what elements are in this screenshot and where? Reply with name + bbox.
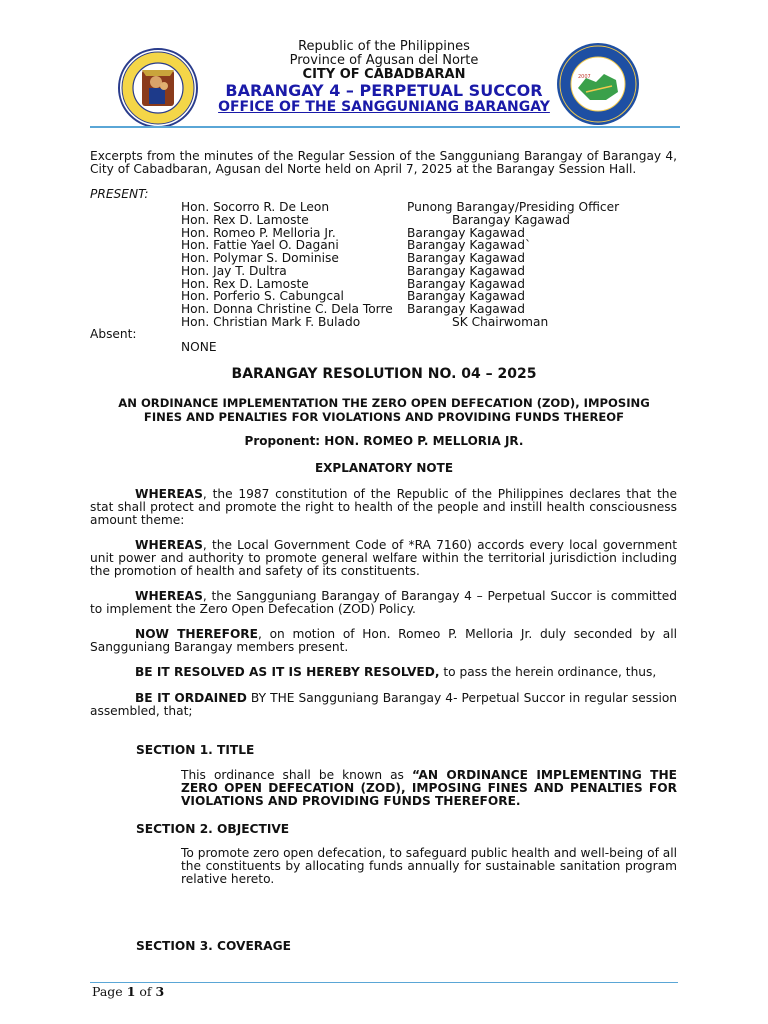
whereas-clause-2 [90, 539, 677, 578]
page-total: 3 [155, 984, 165, 999]
absent-value: NONE [181, 340, 217, 354]
page-number [92, 984, 164, 999]
ordained-text: BY THE Sangguniang Barangay 4- Perpetual Succor in regular session assembled, that; [90, 691, 678, 718]
present-label: PRESENT: [90, 187, 149, 201]
section-1-bold-title: “AN ORDINANCE IMPLEMENTING THE ZERO OPEN DEFECATION (ZOD), IMPOSING FINES AND PENALTIES FOR VIOLATIONS AND PROVIDING FUNDS THEREFORE. [181, 768, 677, 808]
whereas-lead: WHEREAS [135, 589, 203, 603]
whereas-text: , the Sangguniang Barangay of Barangay 4 – Perpetual Succor is committed to implement the Zero Open Defecation (ZOD) Policy. [90, 589, 677, 616]
present-title: Barangay Kagawad [407, 277, 525, 291]
resolved-lead: BE IT RESOLVED AS IT IS HEREBY RESOLVED, [135, 665, 440, 679]
section-1-body [181, 769, 677, 808]
resolved-text: to pass the herein ordinance, thus, [439, 665, 657, 679]
present-title: Barangay Kagawad [407, 226, 525, 240]
header-city: CITY OF CABADBARAN [302, 67, 466, 82]
present-name: Hon. Porferio S. Cabungcal [181, 289, 344, 303]
present-name: Hon. Romeo P. Melloria Jr. [181, 226, 336, 240]
header-barangay: BARANGAY 4 – PERPETUAL SUCCOR [225, 81, 543, 100]
section-1-text: This ordinance shall be known as [181, 768, 412, 782]
now-therefore-lead: NOW THEREFORE [135, 627, 259, 641]
whereas-lead: WHEREAS [135, 487, 203, 501]
present-name: Hon. Rex D. Lamoste [181, 213, 309, 227]
header-office: OFFICE OF THE SANGGUNIANG BARANGAY [218, 99, 550, 115]
present-name: Hon. Jay T. Dultra [181, 264, 287, 278]
present-title: Barangay Kagawad` [407, 238, 532, 252]
present-name: Hon. Donna Christine C. Dela Torre [181, 302, 393, 316]
section-3-heading: SECTION 3. COVERAGE [136, 939, 291, 953]
present-name: Hon. Socorro R. De Leon [181, 200, 330, 214]
whereas-clause-3 [90, 590, 677, 616]
present-title: Punong Barangay/Presiding Officer [407, 200, 620, 214]
header-province: Province of Agusan del Norte [289, 53, 479, 68]
present-name: Hon. Christian Mark F. Bulado [181, 315, 361, 329]
explanatory-note-heading: EXPLANATORY NOTE [314, 461, 454, 475]
now-therefore-clause [90, 628, 677, 654]
whereas-clause-1 [90, 488, 677, 527]
whereas-text: , the Local Government Code of *RA 7160) accords every local government unit power and authority to promote general welfare within the territorial jurisdiction including the promotion of health and safety of its constituents. [90, 538, 677, 578]
page-current: 1 [126, 984, 136, 999]
present-title: Barangay Kagawad [407, 264, 525, 278]
page-of-word: of [139, 984, 152, 999]
present-title: Barangay Kagawad [407, 302, 525, 316]
proponent: Proponent: HON. ROMEO P. MELLORIA JR. [244, 434, 524, 448]
resolved-clause [90, 666, 677, 679]
section-2-body: To promote zero open defecation, to safeguard public health and well-being of all the constituents by allocating funds annually for sustainable sanitation program relative hereto. [181, 846, 677, 886]
header-republic: Republic of the Philippines [298, 39, 470, 54]
ordinance-title-line2: FINES AND PENALTIES FOR VIOLATIONS AND PROVIDING FUNDS THEREOF [143, 410, 625, 424]
ordained-clause [90, 692, 677, 718]
present-title: Barangay Kagawad [407, 251, 525, 265]
header-rule [90, 126, 680, 128]
present-name: Hon. Polymar S. Dominise [181, 251, 339, 265]
footer-rule [90, 982, 678, 983]
present-title: Barangay Kagawad [407, 289, 525, 303]
present-title: Barangay Kagawad [452, 213, 570, 227]
present-name: Hon. Rex D. Lamoste [181, 277, 309, 291]
present-title: SK Chairwoman [452, 315, 549, 329]
absent-label: Absent: [90, 327, 137, 341]
resolution-title: BARANGAY RESOLUTION NO. 04 – 2025 [231, 366, 537, 382]
seal-year-text: 2007 [578, 74, 591, 80]
ordained-lead: BE IT ORDAINED [135, 691, 247, 705]
page-word: Page [92, 984, 123, 999]
whereas-lead: WHEREAS [135, 538, 203, 552]
now-therefore-text: , on motion of Hon. Romeo P. Melloria Jr. duly seconded by all Sangguniang Barangay members present. [90, 627, 677, 654]
section-2-heading: SECTION 2. OBJECTIVE [136, 822, 290, 836]
ordinance-title-line1: AN ORDINANCE IMPLEMENTATION THE ZERO OPEN DEFECATION (ZOD), IMPOSING [118, 396, 650, 410]
section-1-heading: SECTION 1. TITLE [136, 743, 255, 757]
whereas-text: , the 1987 constitution of the Republic of the Philippines declares that the stat shall protect and promote the right to health of the people and instill health consciousness amount theme: [90, 487, 677, 527]
present-name: Hon. Fattie Yael O. Dagani [181, 238, 339, 252]
intro-paragraph: Excerpts from the minutes of the Regular Session of the Sangguniang Barangay of Barangay 4, City of Cabadbaran, Agusan del Norte held on April 7, 2025 at the Barangay Session Hall. [90, 149, 677, 176]
